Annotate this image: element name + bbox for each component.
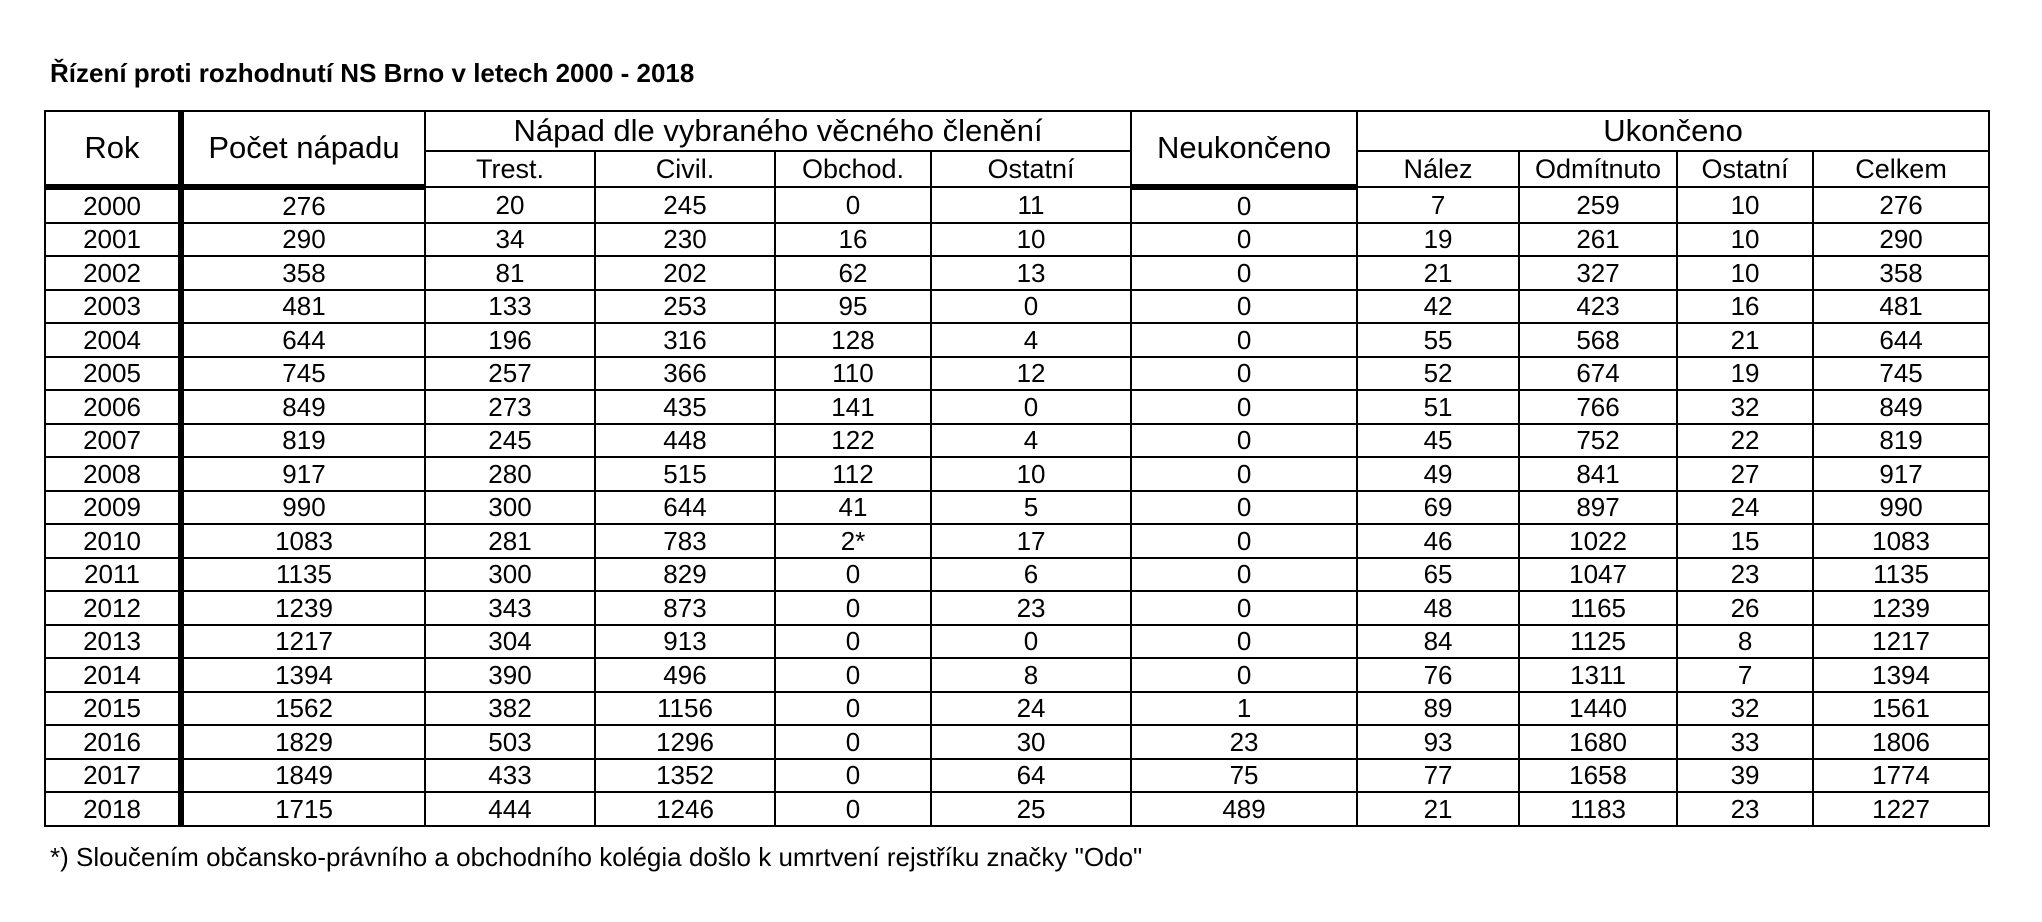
cell-ostatni-ukonceno: 23 xyxy=(1677,792,1813,826)
table-row xyxy=(45,357,1989,391)
cell-nalez: 49 xyxy=(1357,457,1519,491)
cell-trest: 273 xyxy=(425,390,595,424)
cell-celkem: 276 xyxy=(1813,187,1989,223)
header-pocet-napadu: Počet nápadu xyxy=(181,111,425,187)
cell-trest: 81 xyxy=(425,256,595,290)
cell-neukonceno: 0 xyxy=(1131,491,1357,525)
cell-nalez: 19 xyxy=(1357,223,1519,257)
table-row xyxy=(45,390,1989,424)
cell-ostatni-ukonceno: 10 xyxy=(1677,256,1813,290)
cell-trest: 300 xyxy=(425,558,595,592)
cell-odmitnuto: 259 xyxy=(1519,187,1677,223)
cell-odmitnuto: 841 xyxy=(1519,457,1677,491)
header-nalez: Nález xyxy=(1357,151,1519,187)
cell-trest: 503 xyxy=(425,725,595,759)
cell-odmitnuto: 1440 xyxy=(1519,692,1677,726)
cell-civil: 316 xyxy=(595,323,775,357)
cell-pocet-napadu: 481 xyxy=(181,290,425,324)
cell-odmitnuto: 1680 xyxy=(1519,725,1677,759)
cell-celkem: 819 xyxy=(1813,424,1989,458)
header-trest: Trest. xyxy=(425,151,595,187)
cell-ostatni-napad: 10 xyxy=(931,223,1131,257)
table-row xyxy=(45,625,1989,659)
cell-rok: 2011 xyxy=(45,558,181,592)
cell-trest: 133 xyxy=(425,290,595,324)
cell-pocet-napadu: 276 xyxy=(181,187,425,223)
header-obchod: Obchod. xyxy=(775,151,931,187)
cell-obchod: 0 xyxy=(775,625,931,659)
cell-nalez: 69 xyxy=(1357,491,1519,525)
cell-civil: 366 xyxy=(595,357,775,391)
cell-ostatni-ukonceno: 7 xyxy=(1677,658,1813,692)
cell-ostatni-ukonceno: 19 xyxy=(1677,357,1813,391)
cell-obchod: 112 xyxy=(775,457,931,491)
cell-civil: 644 xyxy=(595,491,775,525)
table-row xyxy=(45,524,1989,558)
cell-trest: 196 xyxy=(425,323,595,357)
cell-celkem: 849 xyxy=(1813,390,1989,424)
cell-obchod: 0 xyxy=(775,692,931,726)
cell-ostatni-napad: 24 xyxy=(931,692,1131,726)
cell-ostatni-napad: 23 xyxy=(931,591,1131,625)
cell-civil: 253 xyxy=(595,290,775,324)
cell-ostatni-ukonceno: 32 xyxy=(1677,692,1813,726)
cell-nalez: 65 xyxy=(1357,558,1519,592)
cell-nalez: 93 xyxy=(1357,725,1519,759)
cell-obchod: 0 xyxy=(775,558,931,592)
cell-rok: 2000 xyxy=(45,187,181,223)
cell-nalez: 55 xyxy=(1357,323,1519,357)
cell-ostatni-napad: 13 xyxy=(931,256,1131,290)
cell-civil: 496 xyxy=(595,658,775,692)
cell-obchod: 0 xyxy=(775,187,931,223)
cell-civil: 245 xyxy=(595,187,775,223)
cell-trest: 281 xyxy=(425,524,595,558)
cell-celkem: 1806 xyxy=(1813,725,1989,759)
cell-neukonceno: 0 xyxy=(1131,390,1357,424)
cell-obchod: 2* xyxy=(775,524,931,558)
table-row xyxy=(45,591,1989,625)
cell-pocet-napadu: 1829 xyxy=(181,725,425,759)
cell-nalez: 89 xyxy=(1357,692,1519,726)
cell-rok: 2013 xyxy=(45,625,181,659)
cell-civil: 1296 xyxy=(595,725,775,759)
cell-ostatni-napad: 11 xyxy=(931,187,1131,223)
cell-celkem: 481 xyxy=(1813,290,1989,324)
cell-pocet-napadu: 1562 xyxy=(181,692,425,726)
cell-nalez: 76 xyxy=(1357,658,1519,692)
cell-nalez: 21 xyxy=(1357,792,1519,826)
table-row xyxy=(45,491,1989,525)
cell-rok: 2008 xyxy=(45,457,181,491)
cell-ostatni-napad: 4 xyxy=(931,323,1131,357)
cell-rok: 2012 xyxy=(45,591,181,625)
cell-neukonceno: 0 xyxy=(1131,323,1357,357)
cell-obchod: 0 xyxy=(775,792,931,826)
cell-ostatni-ukonceno: 26 xyxy=(1677,591,1813,625)
cell-pocet-napadu: 990 xyxy=(181,491,425,525)
cell-ostatni-napad: 10 xyxy=(931,457,1131,491)
cell-neukonceno: 0 xyxy=(1131,658,1357,692)
cell-nalez: 52 xyxy=(1357,357,1519,391)
cell-rok: 2007 xyxy=(45,424,181,458)
cell-ostatni-ukonceno: 32 xyxy=(1677,390,1813,424)
cell-pocet-napadu: 1394 xyxy=(181,658,425,692)
cell-celkem: 1135 xyxy=(1813,558,1989,592)
cell-obchod: 110 xyxy=(775,357,931,391)
cell-obchod: 16 xyxy=(775,223,931,257)
cell-civil: 913 xyxy=(595,625,775,659)
header-ostatni-napad: Ostatní xyxy=(931,151,1131,187)
cell-ostatni-napad: 8 xyxy=(931,658,1131,692)
cell-neukonceno: 0 xyxy=(1131,591,1357,625)
header-ukonceno-group: Ukončeno xyxy=(1357,111,1989,151)
cell-odmitnuto: 1165 xyxy=(1519,591,1677,625)
cell-odmitnuto: 752 xyxy=(1519,424,1677,458)
cell-celkem: 290 xyxy=(1813,223,1989,257)
cell-ostatni-ukonceno: 27 xyxy=(1677,457,1813,491)
cell-odmitnuto: 423 xyxy=(1519,290,1677,324)
table-body xyxy=(45,187,1989,826)
cell-pocet-napadu: 819 xyxy=(181,424,425,458)
cell-trest: 280 xyxy=(425,457,595,491)
cell-pocet-napadu: 1849 xyxy=(181,759,425,793)
cell-trest: 304 xyxy=(425,625,595,659)
header-napad-group: Nápad dle vybraného věcného členění xyxy=(425,111,1131,151)
cell-ostatni-napad: 0 xyxy=(931,625,1131,659)
cell-pocet-napadu: 290 xyxy=(181,223,425,257)
cell-obchod: 62 xyxy=(775,256,931,290)
cell-ostatni-napad: 25 xyxy=(931,792,1131,826)
cell-civil: 1352 xyxy=(595,759,775,793)
table-row xyxy=(45,457,1989,491)
cell-rok: 2001 xyxy=(45,223,181,257)
cell-celkem: 1394 xyxy=(1813,658,1989,692)
cell-ostatni-ukonceno: 24 xyxy=(1677,491,1813,525)
cell-civil: 515 xyxy=(595,457,775,491)
cell-obchod: 0 xyxy=(775,591,931,625)
cell-nalez: 7 xyxy=(1357,187,1519,223)
cell-celkem: 358 xyxy=(1813,256,1989,290)
cell-odmitnuto: 261 xyxy=(1519,223,1677,257)
header-neukonceno: Neukončeno xyxy=(1131,111,1357,187)
cell-celkem: 745 xyxy=(1813,357,1989,391)
cell-rok: 2004 xyxy=(45,323,181,357)
cell-neukonceno: 1 xyxy=(1131,692,1357,726)
cell-ostatni-napad: 6 xyxy=(931,558,1131,592)
cell-pocet-napadu: 849 xyxy=(181,390,425,424)
cell-celkem: 1083 xyxy=(1813,524,1989,558)
cell-ostatni-napad: 5 xyxy=(931,491,1131,525)
cell-civil: 1156 xyxy=(595,692,775,726)
cell-ostatni-ukonceno: 8 xyxy=(1677,625,1813,659)
cell-odmitnuto: 766 xyxy=(1519,390,1677,424)
cell-ostatni-napad: 0 xyxy=(931,390,1131,424)
cell-nalez: 48 xyxy=(1357,591,1519,625)
cell-pocet-napadu: 1217 xyxy=(181,625,425,659)
cell-pocet-napadu: 1239 xyxy=(181,591,425,625)
cell-pocet-napadu: 917 xyxy=(181,457,425,491)
cell-ostatni-napad: 4 xyxy=(931,424,1131,458)
cell-obchod: 0 xyxy=(775,725,931,759)
table-row xyxy=(45,256,1989,290)
header-odmitnuto: Odmítnuto xyxy=(1519,151,1677,187)
cell-civil: 783 xyxy=(595,524,775,558)
cell-nalez: 21 xyxy=(1357,256,1519,290)
cell-trest: 382 xyxy=(425,692,595,726)
table-row xyxy=(45,187,1989,223)
cell-celkem: 1227 xyxy=(1813,792,1989,826)
cell-obchod: 128 xyxy=(775,323,931,357)
cell-neukonceno: 0 xyxy=(1131,290,1357,324)
cell-ostatni-ukonceno: 21 xyxy=(1677,323,1813,357)
cell-pocet-napadu: 745 xyxy=(181,357,425,391)
cell-trest: 245 xyxy=(425,424,595,458)
cell-rok: 2017 xyxy=(45,759,181,793)
cell-civil: 1246 xyxy=(595,792,775,826)
cell-trest: 390 xyxy=(425,658,595,692)
cell-nalez: 42 xyxy=(1357,290,1519,324)
cell-obchod: 122 xyxy=(775,424,931,458)
table-row xyxy=(45,223,1989,257)
cell-nalez: 46 xyxy=(1357,524,1519,558)
header-celkem: Celkem xyxy=(1813,151,1989,187)
cell-neukonceno: 0 xyxy=(1131,187,1357,223)
cell-odmitnuto: 1311 xyxy=(1519,658,1677,692)
cell-civil: 829 xyxy=(595,558,775,592)
cell-obchod: 0 xyxy=(775,658,931,692)
cell-ostatni-napad: 30 xyxy=(931,725,1131,759)
cell-ostatni-napad: 17 xyxy=(931,524,1131,558)
table-row xyxy=(45,692,1989,726)
cell-celkem: 1217 xyxy=(1813,625,1989,659)
table-row xyxy=(45,759,1989,793)
table-row xyxy=(45,658,1989,692)
cell-rok: 2009 xyxy=(45,491,181,525)
cell-odmitnuto: 1183 xyxy=(1519,792,1677,826)
cell-pocet-napadu: 1715 xyxy=(181,792,425,826)
table-row xyxy=(45,725,1989,759)
cell-rok: 2005 xyxy=(45,357,181,391)
cell-celkem: 917 xyxy=(1813,457,1989,491)
cell-pocet-napadu: 358 xyxy=(181,256,425,290)
header-rok: Rok xyxy=(45,111,181,187)
cell-celkem: 1774 xyxy=(1813,759,1989,793)
footnote: *) Sloučením občansko-právního a obchodního kolégia došlo k umrtvení rejstříku značky "Odo" xyxy=(50,842,1143,872)
cell-neukonceno: 0 xyxy=(1131,424,1357,458)
cell-neukonceno: 0 xyxy=(1131,256,1357,290)
cell-neukonceno: 75 xyxy=(1131,759,1357,793)
cell-nalez: 51 xyxy=(1357,390,1519,424)
cell-obchod: 95 xyxy=(775,290,931,324)
cell-odmitnuto: 897 xyxy=(1519,491,1677,525)
cell-ostatni-napad: 12 xyxy=(931,357,1131,391)
cell-nalez: 77 xyxy=(1357,759,1519,793)
cell-odmitnuto: 1125 xyxy=(1519,625,1677,659)
cell-odmitnuto: 1047 xyxy=(1519,558,1677,592)
table-row xyxy=(45,323,1989,357)
cell-odmitnuto: 327 xyxy=(1519,256,1677,290)
cell-ostatni-ukonceno: 23 xyxy=(1677,558,1813,592)
cell-rok: 2018 xyxy=(45,792,181,826)
cell-odmitnuto: 1022 xyxy=(1519,524,1677,558)
cell-celkem: 1561 xyxy=(1813,692,1989,726)
cell-ostatni-ukonceno: 16 xyxy=(1677,290,1813,324)
cell-rok: 2006 xyxy=(45,390,181,424)
cell-civil: 448 xyxy=(595,424,775,458)
cell-ostatni-ukonceno: 10 xyxy=(1677,187,1813,223)
cell-celkem: 644 xyxy=(1813,323,1989,357)
cell-obchod: 0 xyxy=(775,759,931,793)
cell-trest: 34 xyxy=(425,223,595,257)
cell-rok: 2014 xyxy=(45,658,181,692)
header-civil: Civil. xyxy=(595,151,775,187)
cell-rok: 2016 xyxy=(45,725,181,759)
cell-ostatni-ukonceno: 39 xyxy=(1677,759,1813,793)
cell-civil: 435 xyxy=(595,390,775,424)
cell-nalez: 84 xyxy=(1357,625,1519,659)
cell-neukonceno: 23 xyxy=(1131,725,1357,759)
cell-neukonceno: 0 xyxy=(1131,357,1357,391)
table-row xyxy=(45,290,1989,324)
cell-trest: 257 xyxy=(425,357,595,391)
cell-odmitnuto: 674 xyxy=(1519,357,1677,391)
cell-trest: 444 xyxy=(425,792,595,826)
cell-rok: 2010 xyxy=(45,524,181,558)
cell-ostatni-napad: 0 xyxy=(931,290,1131,324)
cell-neukonceno: 489 xyxy=(1131,792,1357,826)
cell-obchod: 41 xyxy=(775,491,931,525)
cell-neukonceno: 0 xyxy=(1131,625,1357,659)
cell-ostatni-ukonceno: 15 xyxy=(1677,524,1813,558)
cell-ostatni-ukonceno: 33 xyxy=(1677,725,1813,759)
cell-civil: 873 xyxy=(595,591,775,625)
cell-rok: 2003 xyxy=(45,290,181,324)
cell-ostatni-napad: 64 xyxy=(931,759,1131,793)
cell-ostatni-ukonceno: 10 xyxy=(1677,223,1813,257)
cell-rok: 2015 xyxy=(45,692,181,726)
cell-trest: 433 xyxy=(425,759,595,793)
table-row xyxy=(45,558,1989,592)
cell-trest: 300 xyxy=(425,491,595,525)
cell-trest: 343 xyxy=(425,591,595,625)
table-row xyxy=(45,424,1989,458)
cell-odmitnuto: 1658 xyxy=(1519,759,1677,793)
cell-nalez: 45 xyxy=(1357,424,1519,458)
table-title: Řízení proti rozhodnutí NS Brno v letech 2000 - 2018 xyxy=(50,58,695,88)
cell-civil: 230 xyxy=(595,223,775,257)
cell-neukonceno: 0 xyxy=(1131,524,1357,558)
cell-civil: 202 xyxy=(595,256,775,290)
cell-neukonceno: 0 xyxy=(1131,558,1357,592)
cell-neukonceno: 0 xyxy=(1131,457,1357,491)
statistics-table xyxy=(44,110,1990,827)
cell-neukonceno: 0 xyxy=(1131,223,1357,257)
cell-rok: 2002 xyxy=(45,256,181,290)
cell-obchod: 141 xyxy=(775,390,931,424)
cell-celkem: 1239 xyxy=(1813,591,1989,625)
cell-pocet-napadu: 644 xyxy=(181,323,425,357)
table-row xyxy=(45,792,1989,826)
cell-trest: 20 xyxy=(425,187,595,223)
header-ostatni-ukonceno: Ostatní xyxy=(1677,151,1813,187)
cell-ostatni-ukonceno: 22 xyxy=(1677,424,1813,458)
cell-pocet-napadu: 1083 xyxy=(181,524,425,558)
cell-odmitnuto: 568 xyxy=(1519,323,1677,357)
cell-pocet-napadu: 1135 xyxy=(181,558,425,592)
cell-celkem: 990 xyxy=(1813,491,1989,525)
